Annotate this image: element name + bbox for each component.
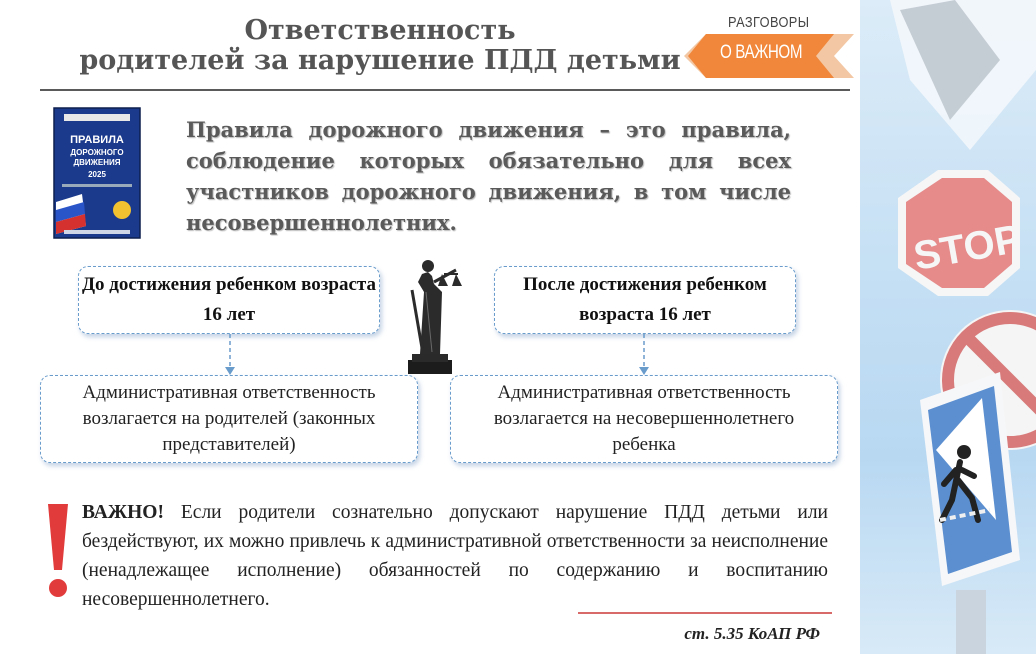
logo-top-text: РАЗГОВОРЫ — [728, 14, 810, 31]
box-after-16 — [494, 266, 796, 334]
connector-left — [222, 334, 238, 376]
connector-right — [636, 334, 652, 376]
important-paragraph — [82, 498, 828, 614]
razgovory-logo — [684, 14, 854, 80]
important-label: ВАЖНО! — [82, 502, 164, 523]
important-text: Если родители сознательно допускают нарушение ПДД детьми или бездействуют, их можно привлечь к административной ответственности за неисполнение (ненадлежащее исполнение) обязанностей по содержанию и воспитанию несовершеннолетнего. — [82, 502, 828, 610]
intro-paragraph: Правила дорожного движения – это правила, соблюдение которых обязательно для всех участников дорожного движения, в том числе несовершеннолетних. — [186, 117, 791, 235]
book-title-line-1: ПРАВИЛА — [70, 134, 124, 146]
box-after-16-header: После достижения ребенком возраста 16 лет — [523, 274, 767, 325]
sign-pole — [956, 590, 986, 654]
box-before-16 — [78, 266, 380, 334]
book-title-line-2: ДОРОЖНОГО — [70, 148, 124, 157]
stop-sign-icon — [898, 170, 1025, 296]
page-title — [60, 16, 700, 76]
box-minor-liability-text: Административная ответственность возлагается на несовершеннолетнего ребенка — [493, 382, 795, 455]
article-divider — [578, 612, 832, 614]
traffic-rules-book-image — [52, 106, 142, 240]
page-title-line-2: родителей за нарушение ПДД детьми — [79, 45, 681, 76]
title-divider — [40, 89, 850, 91]
road-signs-illustration — [860, 0, 1036, 654]
box-parents-liability-text: Административная ответственность возлагается на родителей (законных представителей) — [82, 382, 376, 455]
box-before-16-header: До достижения ребенком возраста 16 лет — [81, 274, 377, 325]
svg-text:STOP: STOP — [910, 216, 1025, 279]
book-year: 2025 — [88, 170, 106, 179]
law-article-reference: ст. 5.35 КоАП РФ — [684, 624, 820, 643]
page-title-line-1: Ответственность — [244, 15, 516, 46]
exclamation-icon — [40, 500, 76, 600]
box-minor-liability — [450, 375, 838, 463]
book-title-line-3: ДВИЖЕНИЯ — [73, 158, 121, 167]
decorative-road-signs-panel — [860, 0, 1036, 654]
themis-statue-icon — [398, 252, 462, 374]
box-parents-liability — [40, 375, 418, 463]
logo-bottom-text: О ВАЖНОМ — [720, 42, 803, 63]
